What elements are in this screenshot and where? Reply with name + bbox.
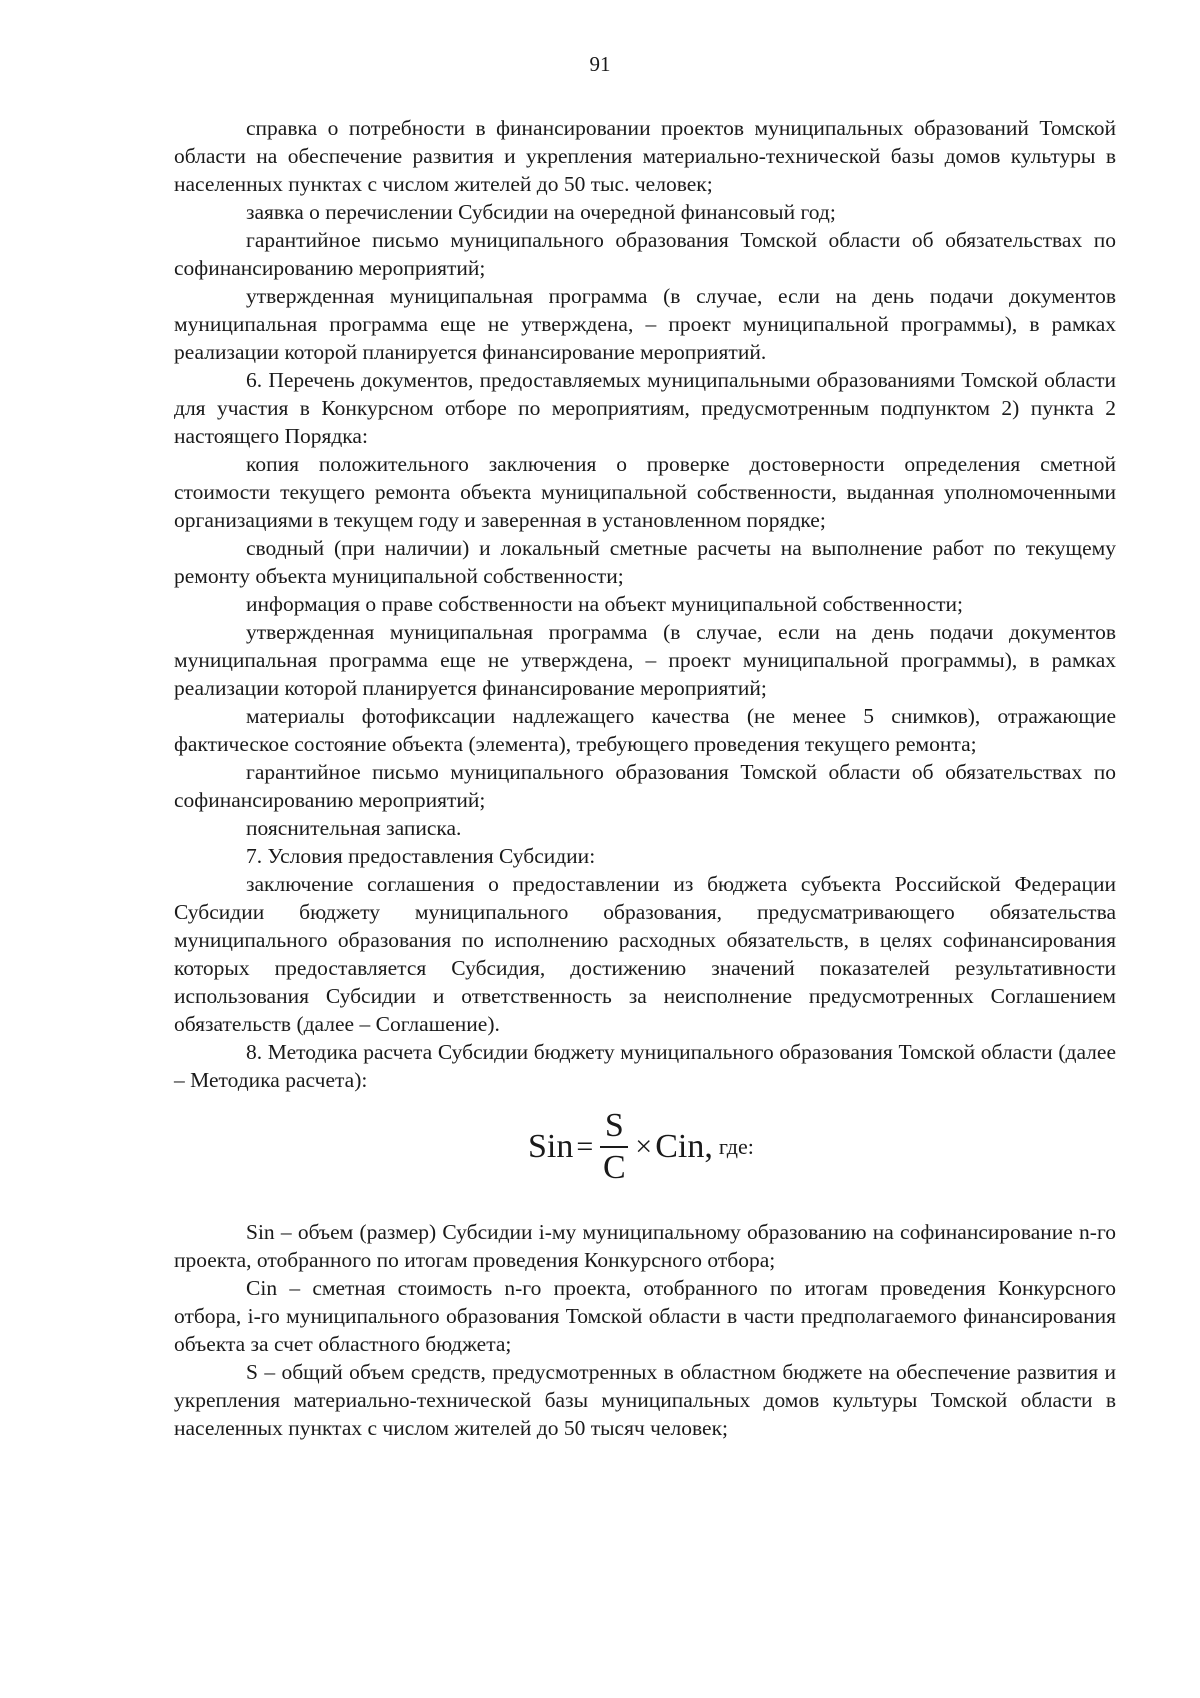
paragraph: заявка о перечислении Субсидии на очередной финансовый год; (246, 200, 836, 224)
page-number: 91 (589, 52, 611, 76)
formula-block (174, 1094, 1116, 1218)
text-block-after-formula (174, 1218, 1116, 1442)
paragraph: 8. Методика расчета Субсидии бюджету муниципального образования Томской области (далее – Методика расчета): (174, 1040, 1116, 1092)
text-block-before-formula (174, 114, 1116, 1094)
formula-times: × (635, 1130, 653, 1163)
fraction-bar (600, 1146, 628, 1148)
paragraph: заключение соглашения о предоставлении из бюджета субъекта Российской Федерации Субсидии бюджету муниципального образования, предусматривающего обязательства муниципального образования по исполнению расходных обязательств, в целях софинансирования которых предоставляется Субсидия, достижению значений показателей результативности использования Субсидии и ответственность за неисполнение предусмотренных Соглашением обязательств (далее – Соглашение). (174, 872, 1116, 1036)
formula-suffix: где: (718, 1134, 754, 1159)
document-body (174, 114, 1116, 1442)
paragraph: материалы фотофиксации надлежащего качества (не менее 5 снимков), отражающие фактическое состояние объекта (элемента), требующего проведения текущего ремонта; (174, 704, 1116, 756)
paragraph: утвержденная муниципальная программа (в случае, если на день подачи документов муниципальная программа еще не утверждена, – проект муниципальной программы), в рамках реализации которой планируется финансирование мероприятий. (174, 284, 1116, 364)
paragraph: Sin – объем (размер) Субсидии i-му муниципальному образованию на софинансирование n-го проекта, отобранного по итогам проведения Конкурсного отбора; (174, 1220, 1116, 1272)
paragraph: гарантийное письмо муниципального образования Томской области об обязательствах по софинансированию мероприятий; (174, 228, 1116, 280)
formula-rhs: Cin, (655, 1128, 713, 1165)
paragraph: утвержденная муниципальная программа (в случае, если на день подачи документов муниципальная программа еще не утверждена, – проект муниципальной программы), в рамках реализации которой планируется финансирование мероприятий; (174, 620, 1116, 700)
paragraph: Cin – сметная стоимость n-го проекта, отобранного по итогам проведения Конкурсного отбора, i-го муниципального образования Томской области в части предполагаемого финансирования объекта за счет областного бюджета; (174, 1276, 1116, 1356)
formula-numerator: S (604, 1107, 624, 1144)
paragraph: пояснительная записка. (246, 816, 462, 840)
formula (528, 1108, 754, 1186)
formula-denominator: C (602, 1149, 626, 1186)
paragraph: справка о потребности в финансировании проектов муниципальных образований Томской области на обеспечение развития и укрепления материально-технической базы домов культуры в населенных пунктах с числом жителей до 50 тыс. человек; (174, 116, 1116, 196)
formula-lhs: Sin (528, 1128, 574, 1165)
paragraph: 6. Перечень документов, предоставляемых муниципальными образованиями Томской области для участия в Конкурсном отборе по мероприятиям, предусмотренным подпунктом 2) пункта 2 настоящего Порядка: (174, 368, 1116, 448)
paragraph: 7. Условия предоставления Субсидии: (246, 844, 596, 868)
paragraph: S – общий объем средств, предусмотренных в областном бюджете на обеспечение развития и укрепления материально-технической базы муниципальных домов культуры Томской области в населенных пунктах с числом жителей до 50 тысяч человек; (174, 1360, 1116, 1440)
paragraph: сводный (при наличии) и локальный сметные расчеты на выполнение работ по текущему ремонту объекта муниципальной собственности; (174, 536, 1116, 588)
formula-equals: = (576, 1130, 594, 1163)
paragraph: гарантийное письмо муниципального образования Томской области об обязательствах по софинансированию мероприятий; (174, 760, 1116, 812)
paragraph: информация о праве собственности на объект муниципальной собственности; (246, 592, 964, 616)
formula-fraction (600, 1108, 628, 1186)
paragraph: копия положительного заключения о проверке достоверности определения сметной стоимости текущего ремонта объекта муниципальной собственности, выданная уполномоченными организациями в текущем году и заверенная в установленном порядке; (174, 452, 1116, 532)
